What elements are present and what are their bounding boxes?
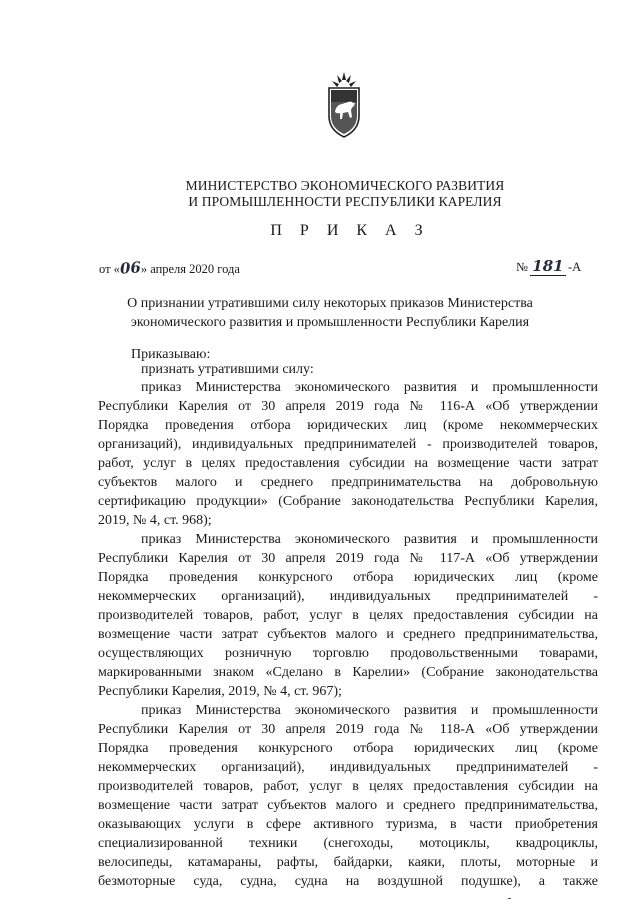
document-number bbox=[516, 257, 581, 276]
body-line: 2019, № 4, ст. 968); bbox=[98, 513, 212, 528]
body-line: велосипеды, катамараны, рафты, байдарки, каяки, плоты, моторные и bbox=[98, 855, 598, 870]
date-prefix: от « bbox=[99, 262, 120, 276]
body-line: оказывающих услуги в сфере активного туризма, в части приобретения bbox=[98, 817, 598, 832]
order-intro: признать утратившими силу: bbox=[141, 362, 314, 377]
body-line: сертификацию продукции» (Собрание законодательства Республики Карелия, bbox=[98, 494, 598, 509]
document-title-line1: О признании утратившими силу некоторых приказов Министерства bbox=[127, 296, 533, 311]
body-line: Республики Карелия от 30 апреля 2019 года № 118-А «Об утверждении bbox=[98, 722, 598, 737]
date-suffix: » апреля 2020 года bbox=[140, 262, 240, 276]
body-line: организаций), индивидуальных предпринимателей - производителей товаров, bbox=[98, 437, 598, 452]
karelia-coat-of-arms-icon bbox=[326, 72, 362, 138]
document-date bbox=[99, 259, 240, 277]
number-handwritten: 181 bbox=[530, 257, 566, 276]
body-line: специализированной техники (снегоходы, мотоциклы, квадроциклы, bbox=[98, 836, 598, 851]
body-line: работ, услуг в целях предоставления субсидии на возмещение части затрат bbox=[98, 456, 598, 471]
body-line: Республики Карелия, 2019, № 4, ст. 967); bbox=[98, 684, 342, 699]
order-word: Приказываю: bbox=[131, 347, 211, 362]
body-line: производителей товаров, работ, услуг в целях предоставления субсидии на bbox=[98, 608, 598, 623]
document-title-line2: экономического развития и промышленности Республики Карелия bbox=[130, 315, 530, 330]
body-line: Порядка проведения отбора юридических лиц (кроме некоммерческих bbox=[98, 418, 598, 433]
scan-speck bbox=[508, 898, 511, 899]
date-day-handwritten: 06 bbox=[119, 258, 142, 278]
body-line: приказ Министерства экономического развития и промышленности bbox=[141, 532, 598, 547]
document-type: П Р И К А З bbox=[270, 222, 430, 239]
ministry-name-line1: МИНИСТЕРСТВО ЭКОНОМИЧЕСКОГО РАЗВИТИЯ bbox=[185, 178, 505, 193]
ministry-name-line2: И ПРОМЫШЛЕННОСТИ РЕСПУБЛИКИ КАРЕЛИЯ bbox=[188, 194, 502, 209]
body-line: приказ Министерства экономического развития и промышленности bbox=[141, 703, 598, 718]
body-line: субъектов малого и среднего предпринимательства на добровольную bbox=[98, 475, 598, 490]
body-line: осуществляющих розничную торговлю продовольственными товарами, bbox=[98, 646, 598, 661]
number-prefix: № bbox=[516, 260, 528, 274]
body-line: некоммерческих организаций), индивидуальных предпринимателей - bbox=[98, 589, 598, 604]
number-suffix: -А bbox=[567, 260, 582, 274]
body-line: возмещение части затрат субъектов малого и среднего предпринимательства, bbox=[98, 798, 598, 813]
body-line: Порядка проведения конкурсного отбора юридических лиц (кроме bbox=[98, 741, 598, 756]
body-line: безмоторные суда, судна, судна на воздушной подушке), а также bbox=[98, 874, 598, 889]
body-line: некоммерческих организаций), индивидуальных предпринимателей - bbox=[98, 760, 598, 775]
body-line: производителей товаров, работ, услуг в целях предоставления субсидии на bbox=[98, 779, 598, 794]
body-line: приказ Министерства экономического развития и промышленности bbox=[141, 380, 598, 395]
body-line: Республики Карелия от 30 апреля 2019 года № 116-А «Об утверждении bbox=[98, 399, 598, 414]
body-line: Республики Карелия от 30 апреля 2019 года № 117-А «Об утверждении bbox=[98, 551, 598, 566]
body-line: Порядка проведения конкурсного отбора юридических лиц (кроме bbox=[98, 570, 598, 585]
body-line: маркированными знаком «Сделано в Карелии» (Собрание законодательства bbox=[98, 665, 598, 680]
body-line: возмещение части затрат субъектов малого и среднего предпринимательства, bbox=[98, 627, 598, 642]
